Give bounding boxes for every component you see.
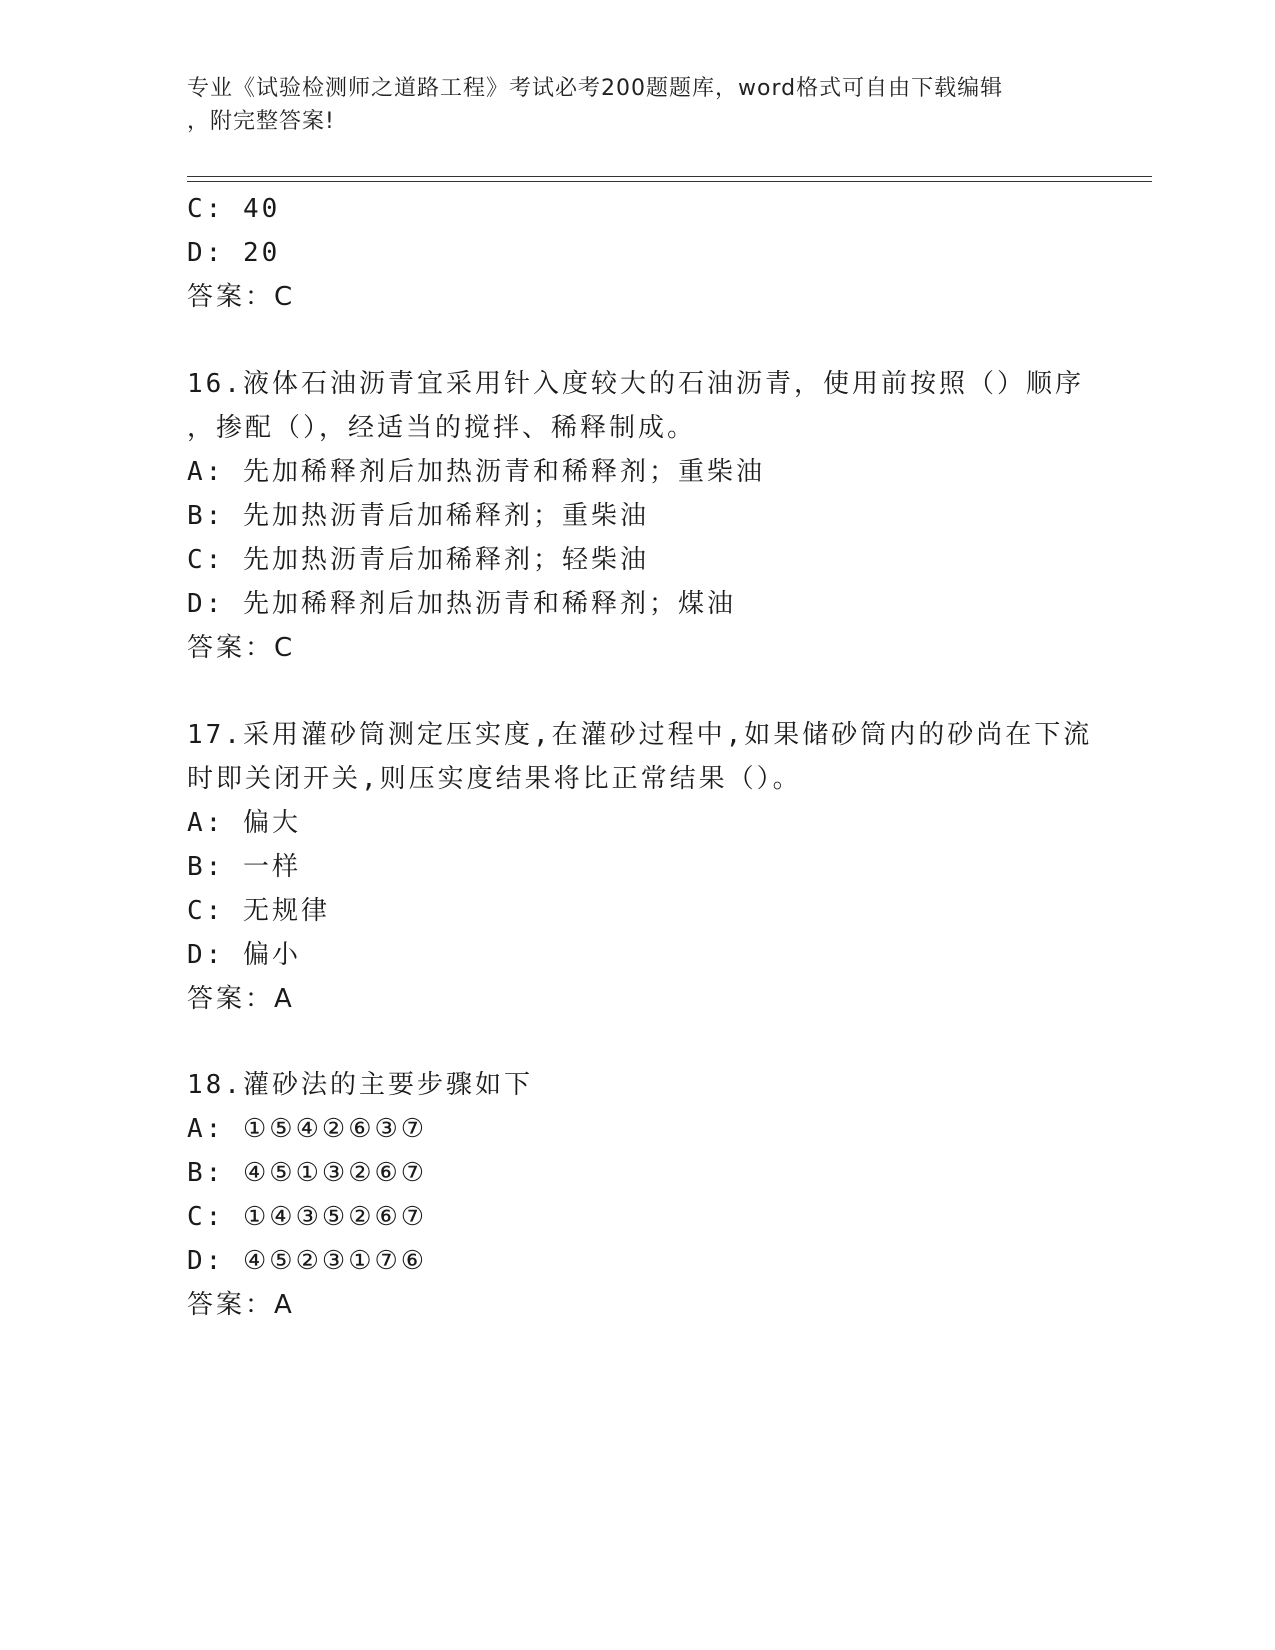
q16-option-d: D: 先加稀释剂后加热沥青和稀释剂；煤油 xyxy=(187,589,736,619)
q17-answer: 答案：A xyxy=(187,984,295,1014)
q17-stem-line2: 时即关闭开关,则压实度结果将比正常结果（）。 xyxy=(187,764,802,794)
q16-option-b: B: 先加热沥青后加稀释剂；重柴油 xyxy=(187,501,649,531)
q17-stem-line1: 17.采用灌砂筒测定压实度,在灌砂过程中,如果储砂筒内的砂尚在下流 xyxy=(187,720,1093,750)
q16-stem-line1: 16.液体石油沥青宜采用针入度较大的石油沥青，使用前按照（）顺序 xyxy=(187,369,1084,399)
q15-option-c: C: 40 xyxy=(187,194,281,224)
header-title-line: 专业《试验检测师之道路工程》考试必考200题题库，word格式可自由下载编辑 xyxy=(187,76,1004,101)
q18-option-d: D: ④⑤②③①⑦⑥ xyxy=(187,1246,428,1276)
q15-answer: 答案：C xyxy=(187,282,296,312)
header-title-continuation: ，附完整答案! xyxy=(187,109,335,134)
q17-option-c: C: 无规律 xyxy=(187,896,330,926)
q17-option-a: A: 偏大 xyxy=(187,808,301,838)
q18-option-c: C: ①④③⑤②⑥⑦ xyxy=(187,1202,428,1232)
q17-option-b: B: 一样 xyxy=(187,852,301,882)
q16-answer: 答案：C xyxy=(187,633,296,663)
q18-option-a: A: ①⑤④②⑥③⑦ xyxy=(187,1114,428,1144)
q16-stem-line2: ，掺配（），经适当的搅拌、稀释制成。 xyxy=(187,413,697,443)
header-divider-top xyxy=(187,176,1152,177)
q17-option-d: D: 偏小 xyxy=(187,940,301,970)
q18-answer: 答案：A xyxy=(187,1290,295,1320)
q18-option-b: B: ④⑤①③②⑥⑦ xyxy=(187,1158,428,1188)
q16-option-c: C: 先加热沥青后加稀释剂；轻柴油 xyxy=(187,545,649,575)
header-divider-bottom xyxy=(187,181,1152,182)
q15-option-d: D: 20 xyxy=(187,238,281,268)
q18-stem-line1: 18.灌砂法的主要步骤如下 xyxy=(187,1070,533,1100)
q16-option-a: A: 先加稀释剂后加热沥青和稀释剂；重柴油 xyxy=(187,457,765,487)
document-header xyxy=(187,72,1067,138)
